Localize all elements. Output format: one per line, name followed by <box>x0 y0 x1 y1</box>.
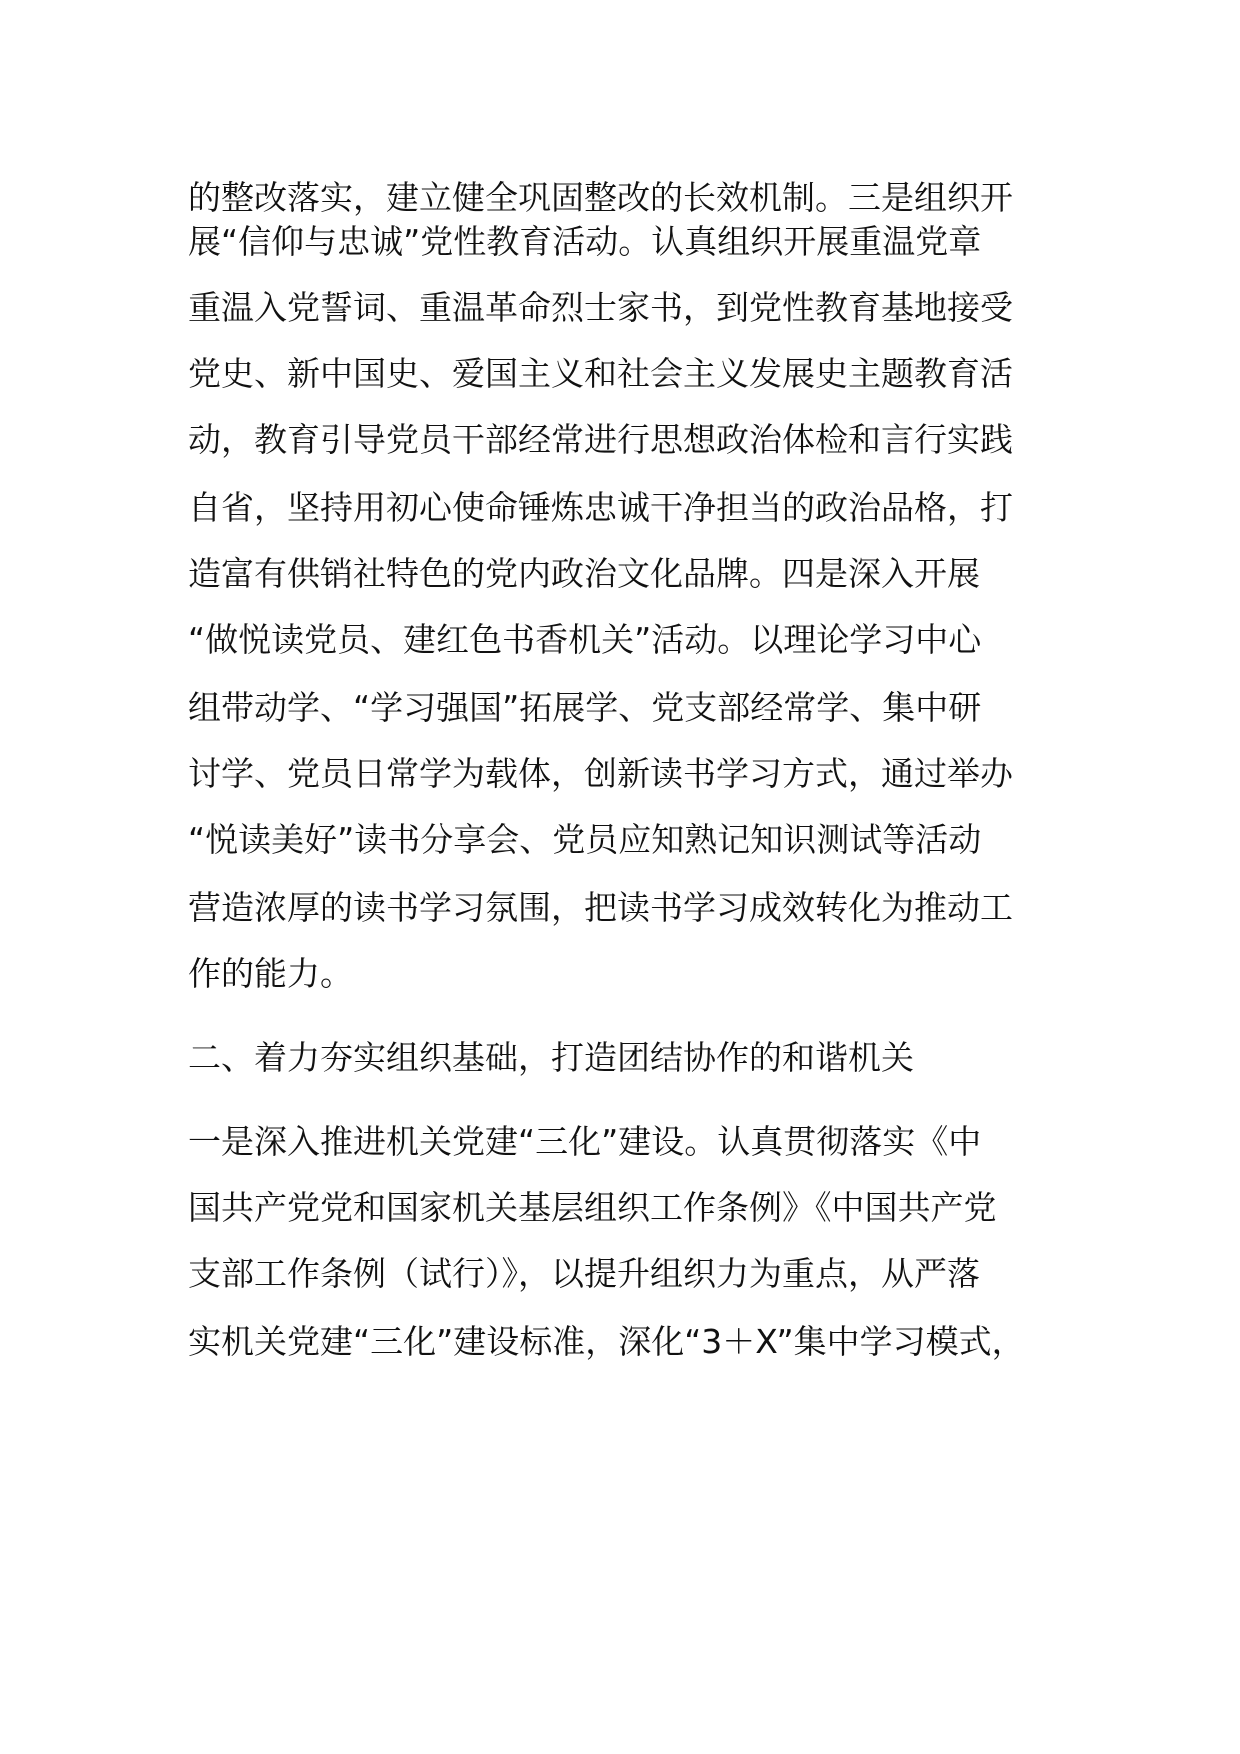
text-line: 营造浓厚的读书学习氛围，把读书学习成效转化为推动工 <box>188 888 1013 927</box>
text-line: 支部工作条例（试行）》，以提升组织力为重点，从严落 <box>188 1254 980 1293</box>
text-line: 动，教育引导党员干部经常进行思想政治体检和言行实践 <box>188 420 1013 459</box>
text-line: 作的能力。 <box>188 954 353 993</box>
text-line: 讨学、党员日常学为载体，创新读书学习方式，通过举办 <box>188 754 1013 793</box>
text-line: 党史、新中国史、爱国主义和社会主义发展史主题教育活 <box>188 354 1013 393</box>
text-line: 展“信仰与忠诚”党性教育活动。认真组织开展重温党章 <box>188 222 982 261</box>
text-line: 组带动学、“学习强国”拓展学、党支部经常学、集中研 <box>188 688 982 727</box>
text-line: 重温入党誓词、重温革命烈士家书，到党性教育基地接受 <box>188 288 1013 327</box>
text-line: 的整改落实，建立健全巩固整改的长效机制。三是组织开 <box>188 178 1013 217</box>
text-line: 自省，坚持用初心使命锤炼忠诚干净担当的政治品格，打 <box>188 488 1013 527</box>
text-line: 一是深入推进机关党建“三化”建设。认真贯彻落实《中 <box>188 1122 982 1161</box>
text-line: 实机关党建“三化”建设标准，深化“3＋X”集中学习模式， <box>188 1322 1025 1361</box>
text-line: 造富有供销社特色的党内政治文化品牌。四是深入开展 <box>188 554 980 593</box>
text-line: 国共产党党和国家机关基层组织工作条例》《中国共产党 <box>188 1188 997 1227</box>
section-heading: 二、着力夯实组织基础，打造团结协作的和谐机关 <box>188 1038 914 1077</box>
text-line: “做悦读党员、建红色书香机关”活动。以理论学习中心 <box>188 620 982 659</box>
text-line: “悦读美好”读书分享会、党员应知熟记知识测试等活动 <box>188 820 982 859</box>
